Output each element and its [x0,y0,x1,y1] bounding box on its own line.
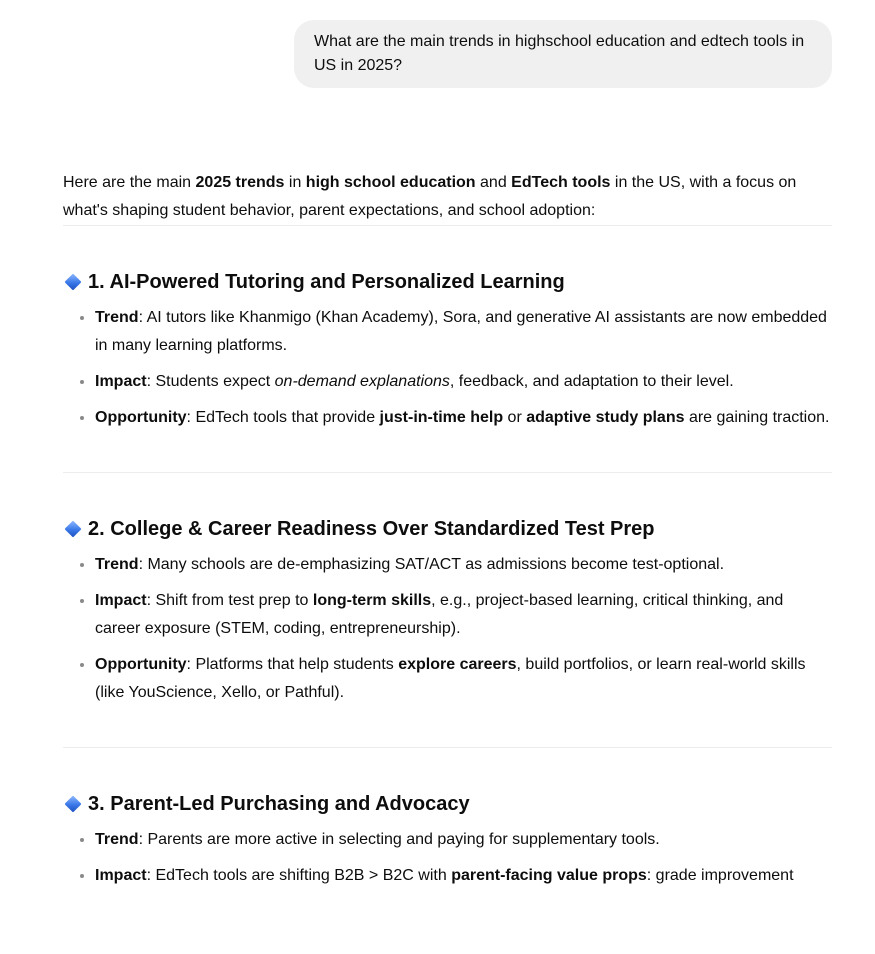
section-title: 1. AI-Powered Tutoring and Personalized Learning [88,271,565,293]
section-divider [63,472,832,473]
bullet-opportunity: • Opportunity: Platforms that help students explore careers, build portfolios, or learn real-world skills (like YouScience, Xello, or Pathful). [95,651,832,707]
section-title: 3. Parent-Led Purchasing and Advocacy [88,793,470,815]
bullet-impact: • Impact: Students expect on-demand explanations, feedback, and adaptation to their level. [95,368,832,396]
section-1 [63,268,832,432]
section-3 [63,790,832,890]
section-title: 2. College & Career Readiness Over Standardized Test Prep [88,518,655,540]
user-message-text: What are the main trends in highschool education and edtech tools in US in 2025? [314,33,805,74]
bullet-impact: • Impact: Shift from test prep to long-term skills, e.g., project-based learning, critical thinking, and career exposure (STEM, coding, entrepreneurship). [95,587,832,643]
section-heading [63,268,832,296]
section-heading [63,790,832,818]
bullet-trend: • Trend: AI tutors like Khanmigo (Khan Academy), Sora, and generative AI assistants are now embedded in many learning platforms. [95,304,832,360]
assistant-response [63,169,832,898]
intro-bold-trends: 2025 trends [195,174,285,191]
user-message-bubble [294,20,832,88]
bullet-opportunity: • Opportunity: EdTech tools that provide just-in-time help or adaptive study plans are gaining traction. [95,404,832,432]
section-divider [63,747,832,748]
blue-diamond-icon [65,796,82,813]
bullet-list [63,304,832,432]
bullet-list [63,551,832,707]
bullet-impact: • Impact: EdTech tools are shifting B2B > B2C with parent-facing value props: grade improvement [95,862,832,890]
intro-bold-edtech: EdTech tools [511,174,611,191]
blue-diamond-icon [65,274,82,291]
blue-diamond-icon [65,521,82,538]
section-2 [63,515,832,707]
section-heading [63,515,832,543]
section-divider [63,225,832,226]
intro-bold-highschool: high school education [305,174,476,191]
bullet-trend: • Trend: Many schools are de-emphasizing SAT/ACT as admissions become test-optional. [95,551,832,579]
bullet-list [63,826,832,890]
bullet-trend: • Trend: Parents are more active in selecting and paying for supplementary tools. [95,826,832,854]
intro-paragraph: Here are the main 2025 trends in high school education and EdTech tools in the US, with a focus on what's shaping student behavior, parent expectations, and school adoption: [63,174,797,219]
